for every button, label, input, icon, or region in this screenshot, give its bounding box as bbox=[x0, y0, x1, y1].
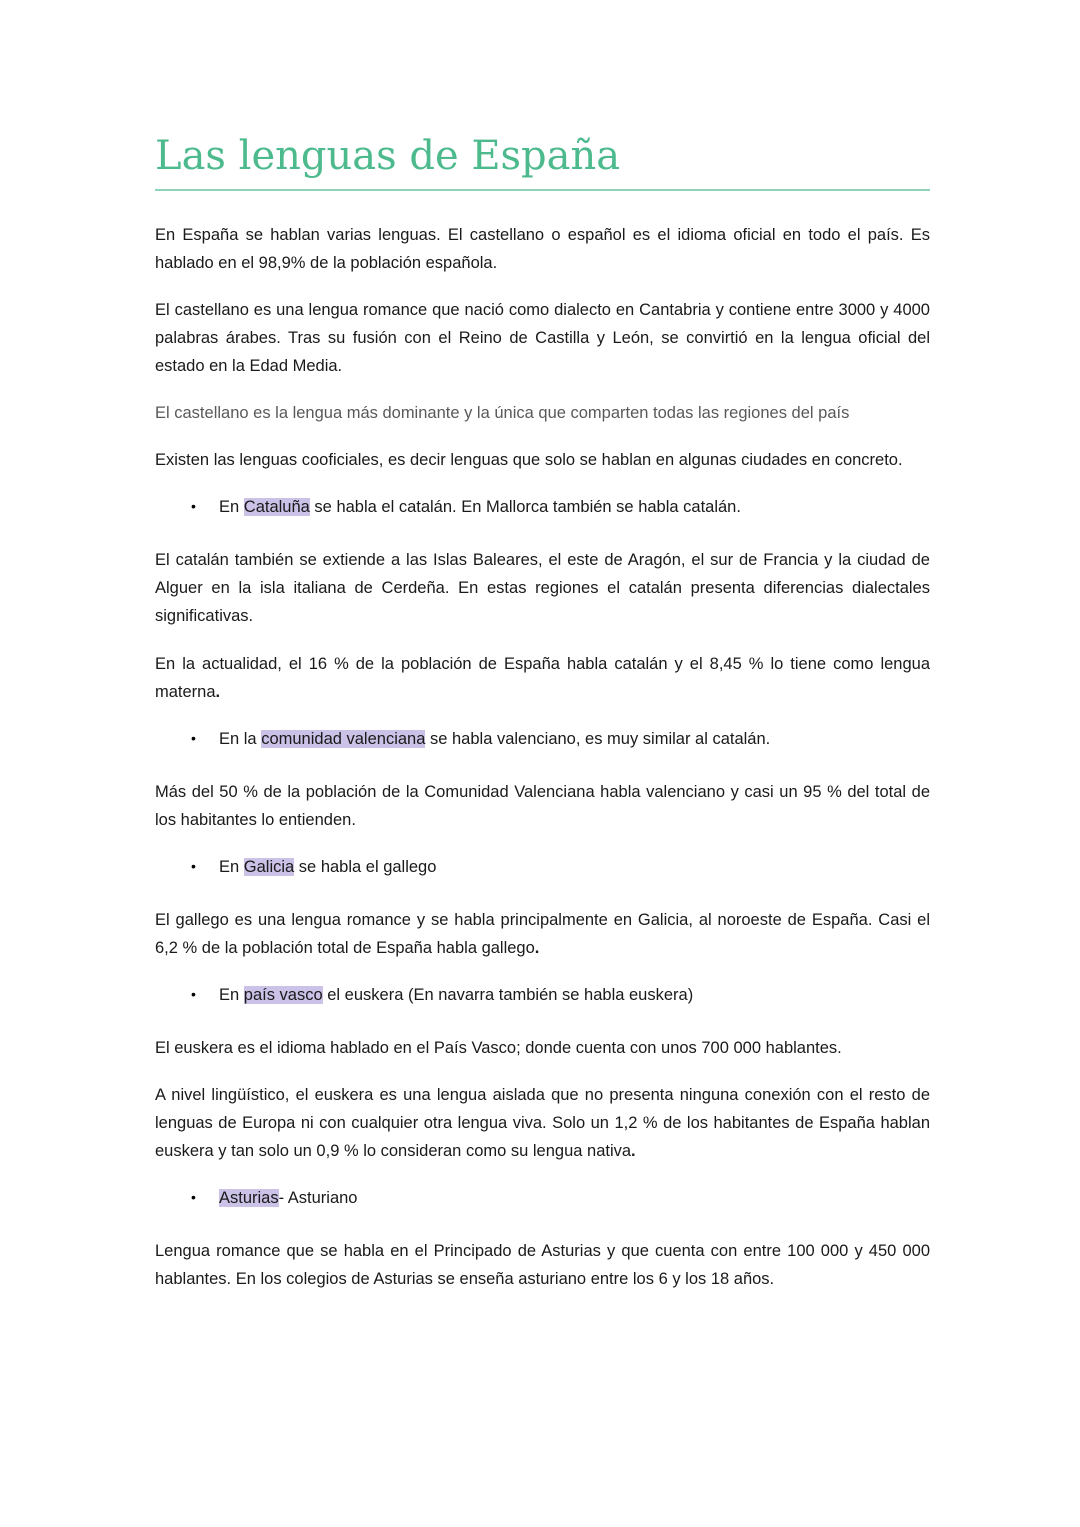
bullet-text-suffix: se habla el catalán. En Mallorca también se habla catalán. bbox=[309, 498, 741, 517]
bullet-icon: • bbox=[191, 1189, 196, 1206]
bullet-comunidad-valenciana bbox=[155, 725, 930, 753]
paragraph-catalan-extension: El catalán también se extiende a las Islas Baleares, el este de Aragón, el sur de Francia y la ciudad de Alguer en la isla italiana de Cerdeña. En estas regiones el catalán presenta diferencias dialectales significativas. bbox=[155, 551, 930, 626]
paragraph-valenciano-estadisticas: Más del 50 % de la población de la Comunidad Valenciana habla valenciano y casi un 95 % del total de los habitantes lo entienden. bbox=[155, 782, 930, 829]
bullet-text-suffix: el euskera (En navarra también se habla euskera) bbox=[322, 985, 694, 1004]
paragraph-text: En la actualidad, el 16 % de la población de España habla catalán y el 8,45 % lo tiene como lengua materna bbox=[155, 654, 930, 701]
paragraph-text: El gallego es una lengua romance y se habla principalmente en Galicia, al noroeste de España. Casi el 6,2 % de la población total de España habla gallego bbox=[155, 910, 930, 957]
title-spacer bbox=[155, 191, 930, 221]
highlight-cataluna: Cataluña bbox=[243, 498, 310, 517]
bullet-text-prefix: En bbox=[219, 985, 244, 1004]
bullet-galicia bbox=[155, 853, 930, 881]
bullet-icon: • bbox=[191, 857, 196, 874]
bullet-icon: • bbox=[191, 498, 196, 515]
bold-period: . bbox=[631, 1142, 636, 1161]
bullet-text-prefix: En bbox=[219, 498, 244, 517]
paragraph-euskera-aislada bbox=[155, 1081, 930, 1165]
paragraph-intro: En España se hablan varias lenguas. El castellano o español es el idioma oficial en todo el país. Es hablado en el 98,9% de la población española. bbox=[155, 226, 930, 273]
paragraph-asturiano: Lengua romance que se habla en el Principado de Asturias y que cuenta con entre 100 000 y 450 000 hablantes. En los colegios de Asturias se enseña asturiano entre los 6 y los 18 años. bbox=[155, 1242, 930, 1289]
bullet-icon: • bbox=[191, 985, 196, 1002]
paragraph-gallego bbox=[155, 906, 930, 962]
bullet-valenciana-text bbox=[219, 725, 930, 753]
bullet-pais-vasco bbox=[155, 981, 930, 1009]
highlight-comunidad-valenciana: comunidad valenciana bbox=[261, 729, 426, 748]
bullet-pais-vasco-text bbox=[219, 981, 930, 1009]
highlight-galicia: Galicia bbox=[243, 857, 295, 876]
bullet-galicia-text bbox=[219, 853, 930, 881]
bullet-asturias-text bbox=[219, 1184, 930, 1212]
paragraph-lenguas-cooficiales: Existen las lenguas cooficiales, es decir lenguas que solo se hablan en algunas ciudades en concreto. bbox=[155, 451, 903, 470]
paragraph-castellano-dominante: El castellano es la lengua más dominante y la única que comparten todas las regiones del país bbox=[155, 404, 850, 423]
highlight-pais-vasco: país vasco bbox=[243, 985, 323, 1004]
bullet-asturias bbox=[155, 1184, 930, 1212]
bullet-text-suffix: - Asturiano bbox=[278, 1189, 358, 1208]
bold-period: . bbox=[215, 682, 221, 701]
highlight-asturias: Asturias bbox=[219, 1189, 279, 1208]
bullet-cataluna-text bbox=[219, 493, 930, 521]
bullet-text-suffix: se habla valenciano, es muy similar al catalán. bbox=[425, 729, 771, 748]
paragraph-catalan-estadisticas bbox=[155, 650, 930, 706]
document-title: Las lenguas de España bbox=[155, 133, 930, 191]
paragraph-euskera-hablantes: El euskera es el idioma hablado en el País Vasco; donde cuenta con unos 700 000 hablantes. bbox=[155, 1038, 842, 1057]
bullet-cataluna bbox=[155, 493, 930, 521]
bullet-text-suffix: se habla el gallego bbox=[294, 857, 437, 876]
bullet-text-prefix: En la bbox=[219, 729, 262, 748]
bold-period: . bbox=[534, 938, 540, 957]
paragraph-text: A nivel lingüístico, el euskera es una lengua aislada que no presenta ninguna conexión con el resto de lenguas de Europa ni con cualquier otra lengua viva. Solo un 1,2 % de los habitantes de España hablan euskera y tan solo un 0,9 % lo consideran como su lengua nativa bbox=[155, 1085, 930, 1161]
paragraph-castellano-origen: El castellano es una lengua romance que nació como dialecto en Cantabria y contiene entre 3000 y 4000 palabras árabes. Tras su fusión con el Reino de Castilla y León, se convirtió en la lengua oficial del estado en la Edad Media. bbox=[155, 301, 930, 376]
bullet-icon: • bbox=[191, 729, 196, 746]
bullet-text-prefix: En bbox=[219, 857, 244, 876]
